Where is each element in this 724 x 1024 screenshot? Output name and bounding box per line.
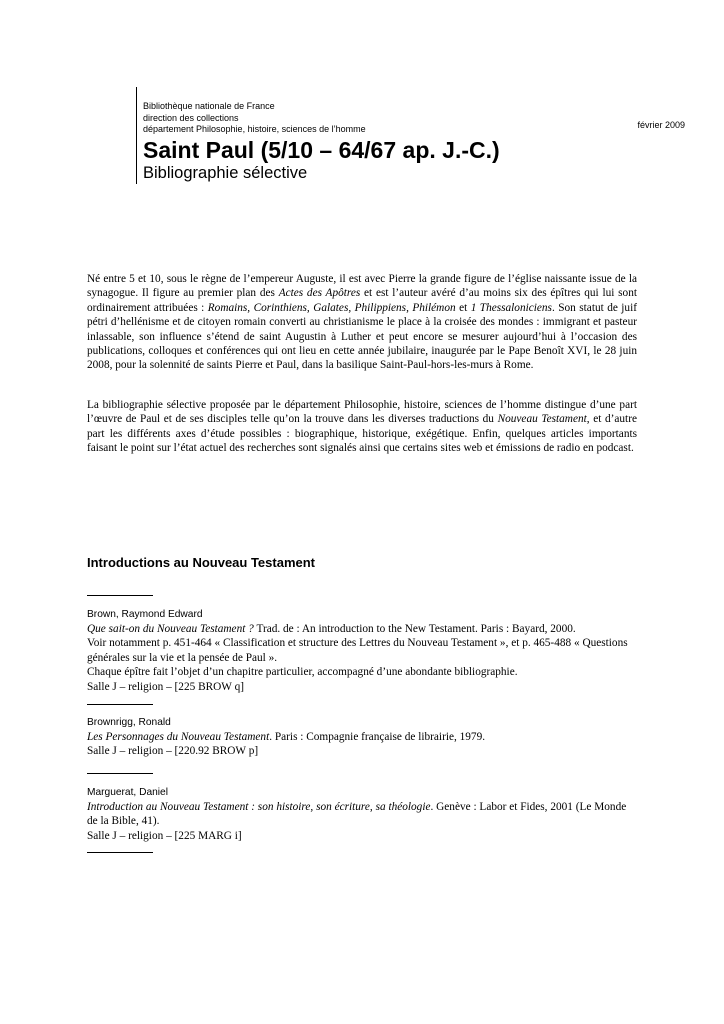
department-name: département Philosophie, histoire, sciences de l’homme [143,124,366,134]
institution-name: Bibliothèque nationale de France [143,101,275,111]
entry-author: Brown, Raymond Edward [87,609,203,620]
intro-p2-italic-nouveau-testament: Nouveau Testament [497,413,587,426]
separator-rule [87,595,153,596]
direction-name: direction des collections [143,112,239,123]
intro-paragraph-1 [87,272,637,373]
intro-p1-italic-thessaloniciens: 1 Thessaloniciens [470,301,552,314]
intro-p2-text-2: , et d’autre part les différents axes d’étude possibles : biographique, historique, exégétique. Enfin, quelques articles importants faisant le point sur l’état actuel des recherches sont signalés ainsi que certains sites web et émissions de radio en podcast. [87,413,637,455]
entry-author: Marguerat, Daniel [87,787,168,798]
entry-note: Voir notamment p. 451-464 « Classification et structure des Lettres du Nouveau Testament », et p. 465-488 « Questions générales sur la vie et la pensée de Paul ». [87,637,628,664]
separator-rule [87,773,153,774]
bibliography-entry [87,716,637,759]
separator-rule [87,852,153,853]
entry-citation [87,622,637,636]
entry-title: Que sait-on du Nouveau Testament ? [87,623,254,635]
entry-citation [87,730,637,744]
page-subtitle: Bibliographie sélective [143,164,308,182]
entry-title: Les Personnages du Nouveau Testament [87,731,270,743]
page-title: Saint Paul (5/10 – 64/67 ap. J.-C.) [143,137,500,163]
entry-shelfmark: Salle J – religion – [225 MARG i] [87,829,242,842]
header-institution-block [143,101,366,136]
intro-p1-text-4: . Son statut de juif pétri d’hellénisme et de citoyen romain converti au christianisme le place à la croisée des mondes : immigrant et pasteur inlassable, son influence s’étend de saint Augustin à Luther et peut encore se mesurer aujourd’hui à l’occasion des publications, colloques et conférences qui ont lieu en cette année jubilaire, inaugurée par le Pape Benoît XVI, le 28 juin 2008, pour la solennité de saints Pierre et Paul, dans la basilique Saint-Paul-hors-les-murs à Rome. [87,301,637,372]
bibliography-entry [87,786,637,843]
publication-date: février 2009 [637,120,685,130]
separator-rule [87,704,153,705]
intro-p1-text-3: et [455,301,471,314]
entry-note: Chaque épître fait l’objet d’un chapitre particulier, accompagné d’une abondante bibliographie. [87,666,518,679]
intro-p2-text-1: La bibliographie sélective proposée par le département Philosophie, histoire, sciences de l’homme distingue d’une part l’œuvre de Paul et de ses disciples telle qu’on la trouve dans les diverses traductions du [87,399,637,426]
entry-title: Introduction au Nouveau Testament : son histoire, son écriture, sa théologie [87,801,431,813]
intro-p1-italic-actes: Actes des Apôtres [278,287,361,300]
intro-p1-text-1: Né entre 5 et 10, sous le règne de l’empereur Auguste, il est avec Pierre la grande figure de l’église naissante issue de la synagogue. Il figure au premier plan des [87,273,637,300]
entry-publication: . Genève : Labor et Fides, 2001 (Le Monde de la Bible, 41). [87,801,627,828]
intro-p1-text-2: et est l’auteur avéré d’au moins six des épîtres qui lui sont ordinairement attribuées : [87,287,637,314]
bibliography-entry [87,608,637,694]
intro-paragraph-2 [87,398,637,456]
header-vertical-rule [136,87,137,184]
entry-citation [87,800,637,829]
intro-p1-italic-epitres: Romains, Corinthiens, Galates, Philippiens, Philémon [207,301,456,314]
section-heading: Introductions au Nouveau Testament [87,555,316,570]
entry-publication: Trad. de : An introduction to the New Testament. Paris : Bayard, 2000. [253,623,576,635]
entry-author: Brownrigg, Ronald [87,717,171,728]
entry-shelfmark: Salle J – religion – [220.92 BROW p] [87,745,259,758]
entry-shelfmark: Salle J – religion – [225 BROW q] [87,680,244,693]
entry-publication: . Paris : Compagnie française de librairie, 1979. [269,731,486,743]
